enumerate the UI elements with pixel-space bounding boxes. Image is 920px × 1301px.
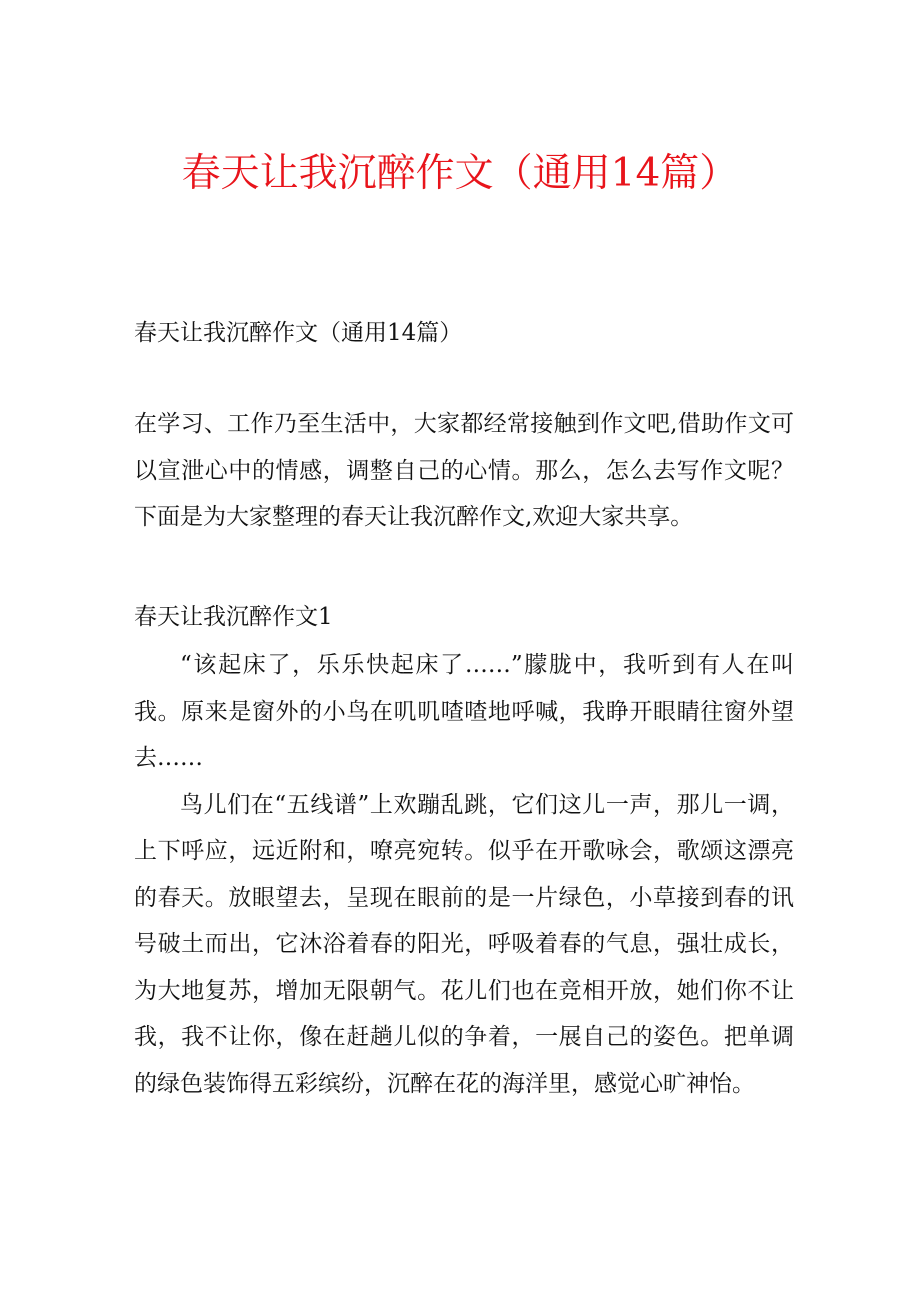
document-title: 春天让我沉醉作文（通用14篇） [181, 151, 739, 196]
essay-paragraph: “该起床了，乐乐快起床了……”朦胧中，我听到有人在叫我。原来是窗外的小鸟在叽叽喳喳地呼喊，我睁开眼睛往窗外望去…… [134, 652, 794, 771]
essay-paragraph: 鸟儿们在“五线谱”上欢蹦乱跳，它们这儿一声，那儿一调，上下呼应，远近附和，嘹亮宛转。似乎在开歌咏会，歌颂这漂亮的春天。放眼望去，呈现在眼前的是一片绿色，小草接到春的讯号破土而出，它沐浴着春的阳光，呼吸着春的气息，强壮成长，为大地复苏，增加无限朝气。花儿们也在竞相开放，她们你不让我，我不让你，像在赶趟儿似的争着，一展自己的姿色。把单调的绿色装饰得五彩缤纷，沉醉在花的海洋里，感觉心旷神怡。 [134, 791, 794, 1097]
document-subtitle: 春天让我沉醉作文（通用14篇） [134, 320, 463, 346]
essay-body [134, 642, 794, 1107]
section-heading: 春天让我沉醉作文1 [134, 604, 333, 630]
intro-paragraph: 在学习、工作乃至生活中，大家都经常接触到作文吧,借助作文可以宣泄心中的情感，调整自己的心情。那么，怎么去写作文呢？下面是为大家整理的春天让我沉醉作文,欢迎大家共享。 [134, 411, 794, 530]
